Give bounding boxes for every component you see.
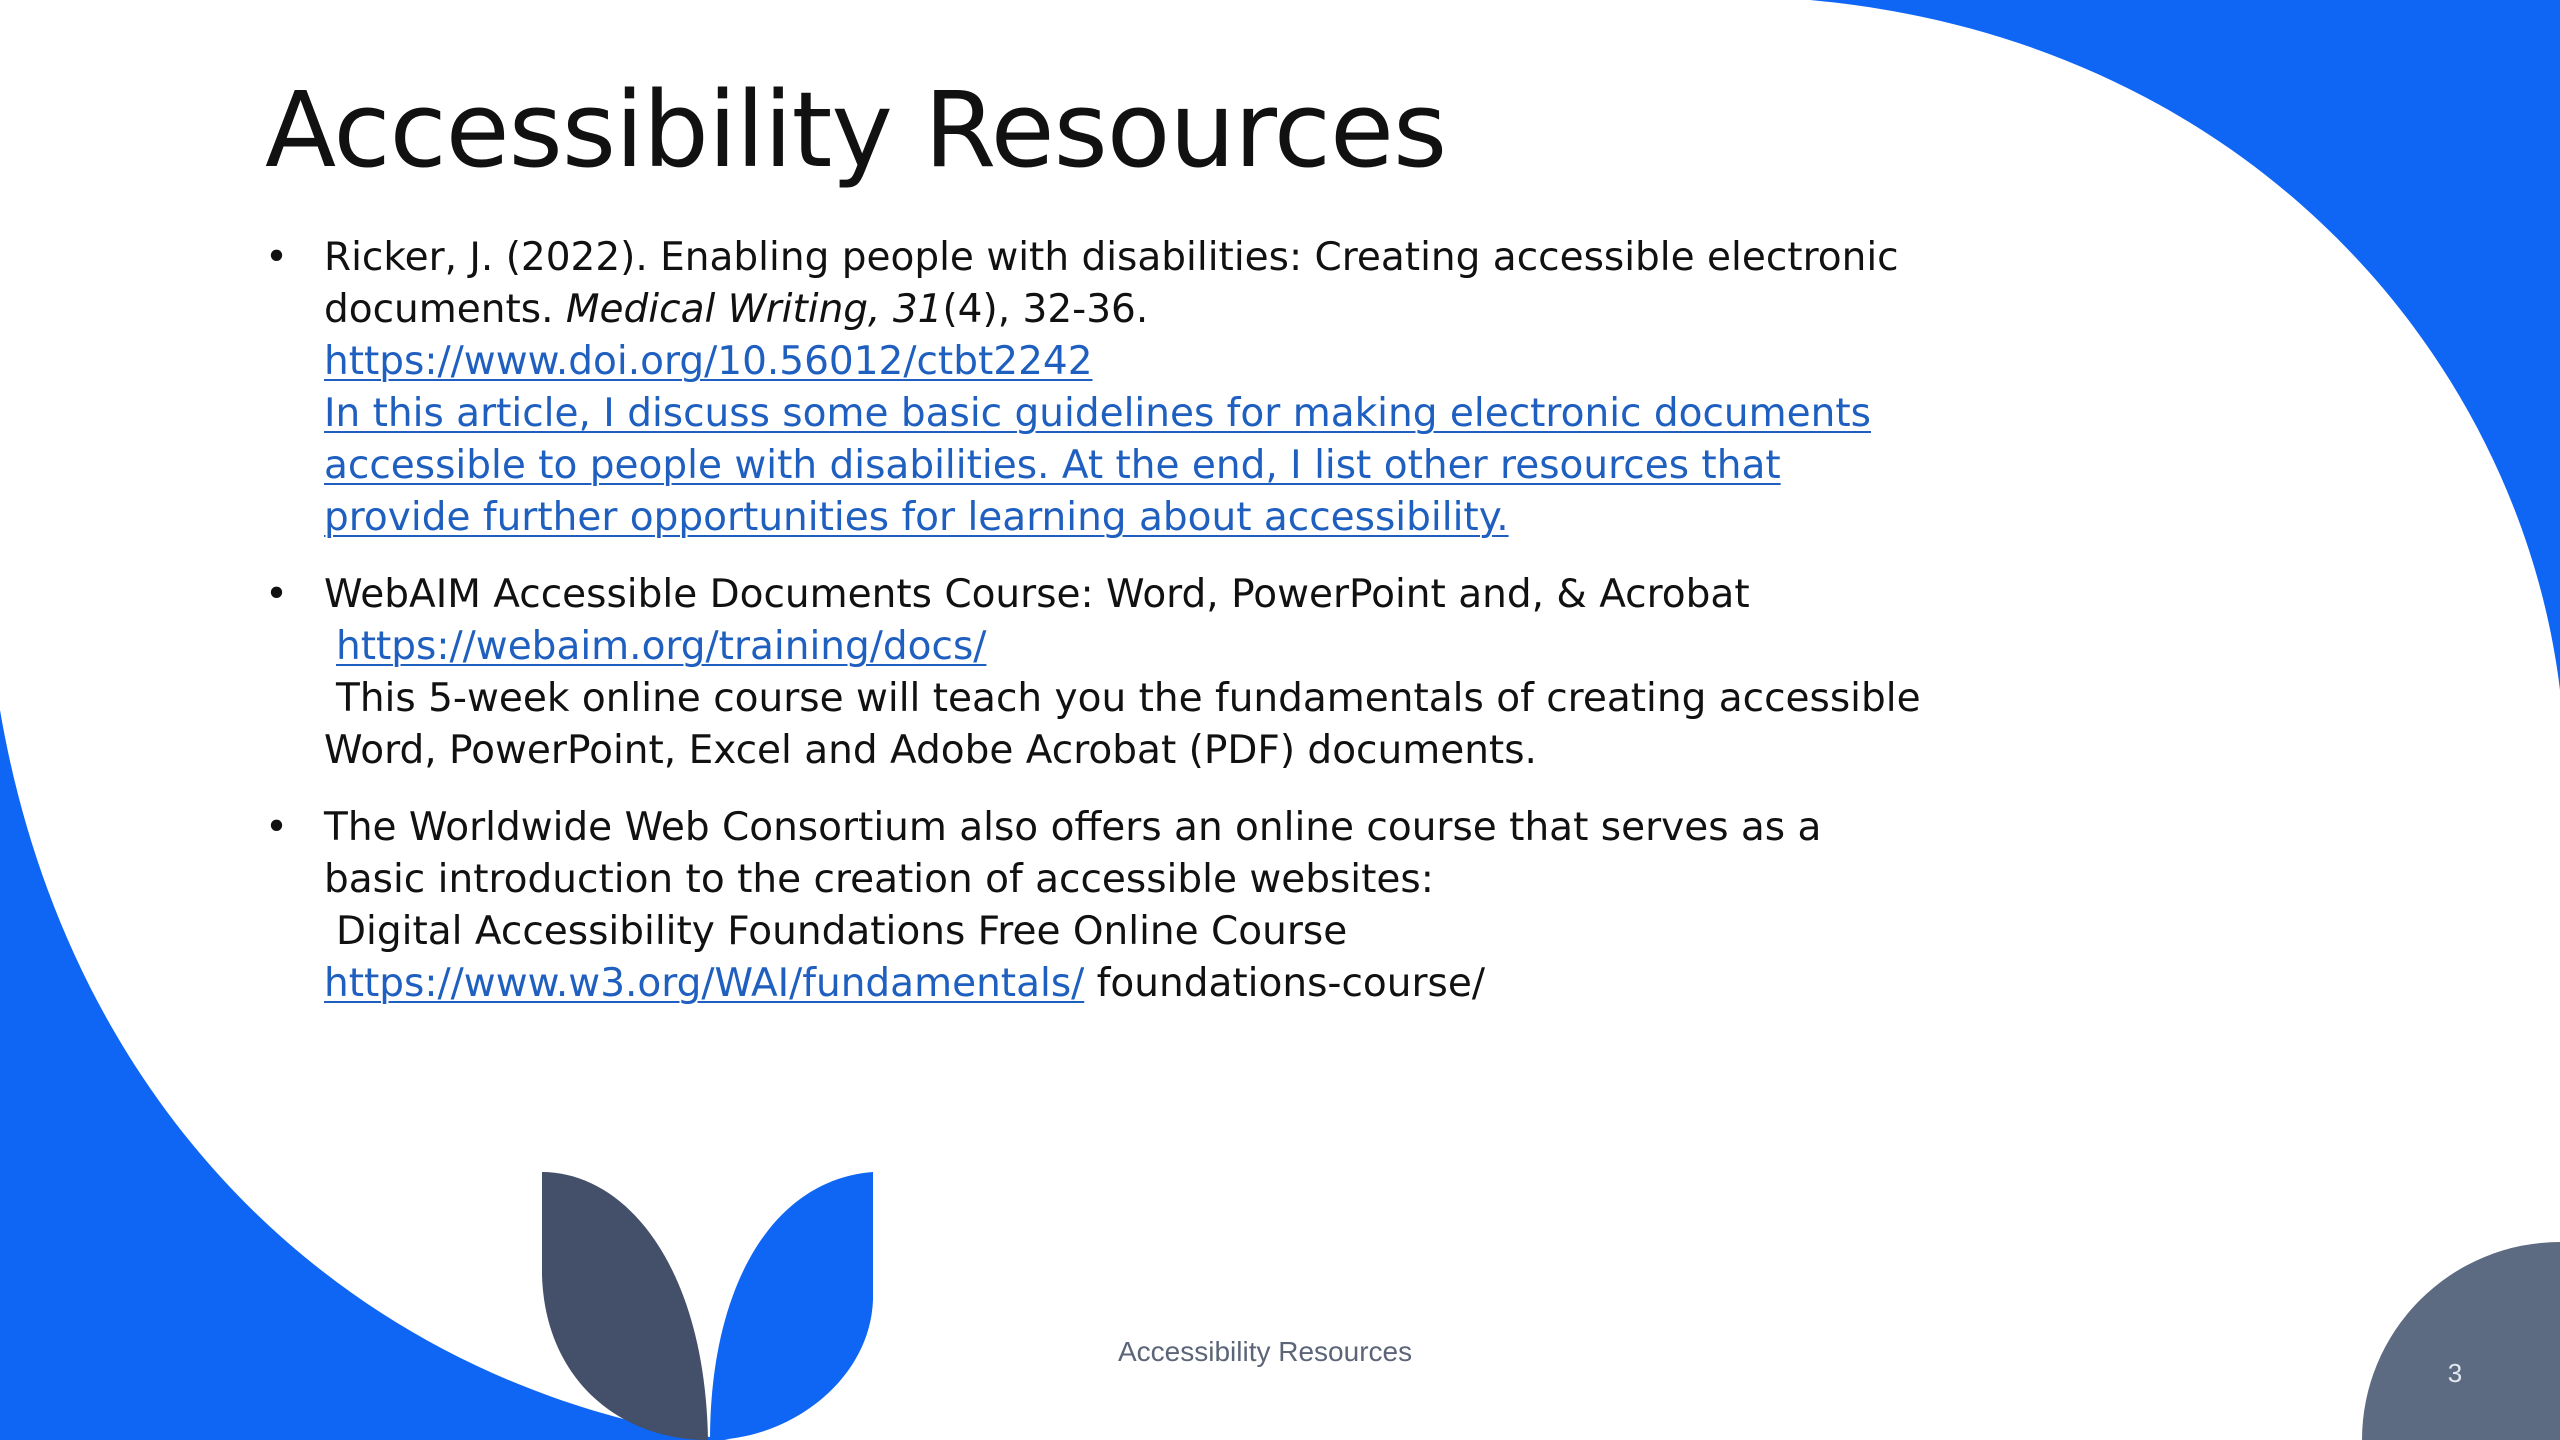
page-number-circle — [2362, 1242, 2560, 1440]
article-summary-link-1[interactable]: In this article, I discuss some basic guidelines for making electronic documents — [324, 391, 1871, 436]
bullet-icon: • — [265, 572, 289, 617]
article-summary-link-2[interactable]: accessible to people with disabilities. At the end, I list other resources that — [324, 443, 1781, 488]
slide-content — [265, 232, 2045, 1035]
leaf-logo-icon — [542, 1172, 708, 1440]
citation-line-2 — [324, 284, 2045, 336]
resource-item-w3c — [265, 802, 2045, 1010]
citation-line-1: Ricker, J. (2022). Enabling people with disabilities: Creating accessible electronic — [324, 235, 1899, 280]
resource-list — [265, 232, 2045, 1010]
doi-link[interactable]: https://www.doi.org/10.56012/ctbt2242 — [324, 339, 1093, 384]
bullet-icon: • — [265, 235, 289, 280]
webaim-description-2: Word, PowerPoint, Excel and Adobe Acrobat (PDF) documents. — [324, 728, 1537, 773]
w3c-course-name: Digital Accessibility Foundations Free Online Course — [336, 909, 1348, 954]
w3c-text-2: basic introduction to the creation of accessible websites: — [324, 857, 1434, 902]
resource-item-ricker — [265, 232, 2045, 544]
resource-item-webaim — [265, 569, 2045, 777]
w3c-link[interactable]: https://www.w3.org/WAI/fundamentals/ — [324, 961, 1085, 1006]
webaim-link[interactable]: https://webaim.org/training/docs/ — [336, 624, 987, 669]
leaf-logo-blue-icon — [710, 1172, 873, 1440]
bullet-icon: • — [265, 805, 289, 850]
journal-name: Medical Writing, 31 — [565, 287, 943, 332]
slide-footer: Accessibility Resources — [1118, 1336, 1413, 1367]
webaim-description-1: This 5-week online course will teach you the fundamentals of creating accessible — [336, 676, 1921, 721]
slide-number: 3 — [2447, 1358, 2463, 1388]
slide-title: Accessibility Resources — [265, 69, 1447, 191]
w3c-link-suffix: foundations-course/ — [1084, 961, 1485, 1006]
citation-prefix: documents. — [324, 287, 566, 332]
article-summary-link-3[interactable]: provide further opportunities for learning about accessibility. — [324, 495, 1509, 540]
w3c-text-1: The Worldwide Web Consortium also offers an online course that serves as a — [324, 805, 1822, 850]
citation-suffix: (4), 32-36. — [942, 287, 1149, 332]
webaim-course-title: WebAIM Accessible Documents Course: Word, PowerPoint and, & Acrobat — [324, 572, 1750, 617]
